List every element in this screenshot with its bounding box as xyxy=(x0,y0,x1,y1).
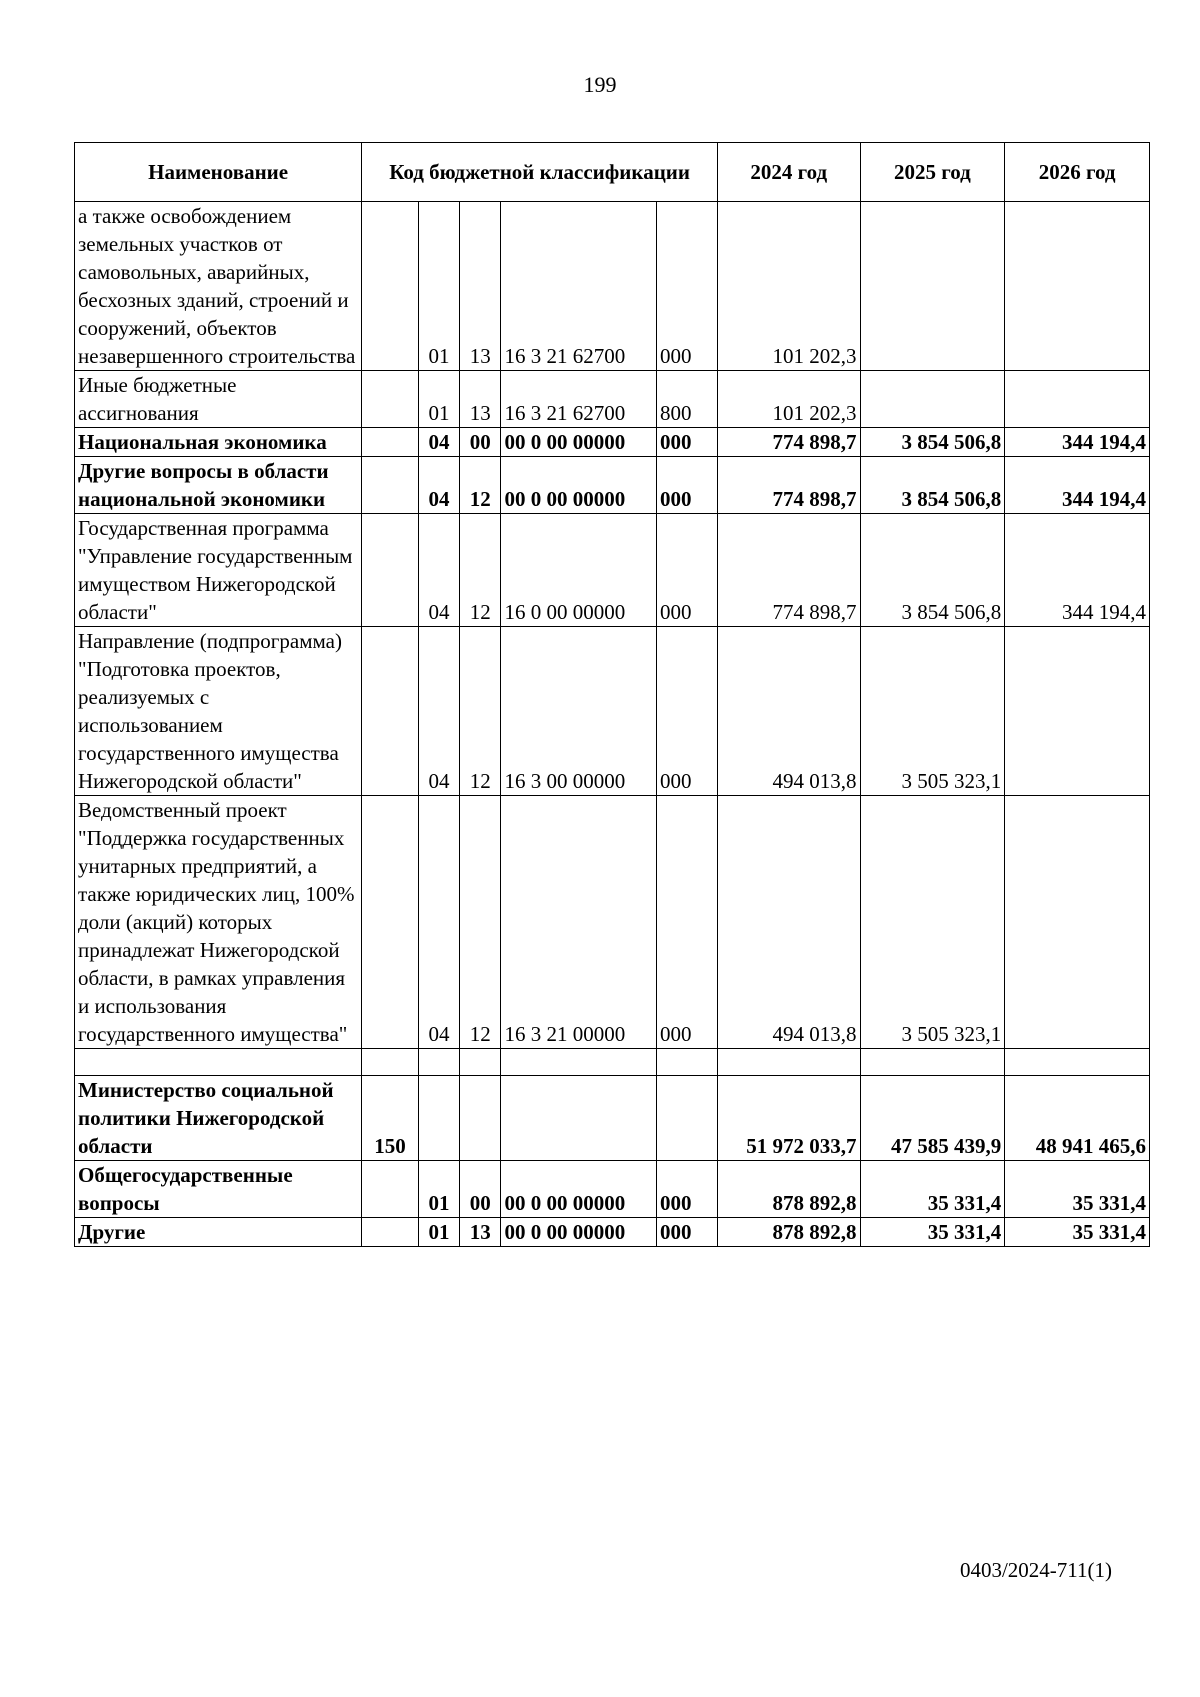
cell-target-article: 00 0 00 00000 xyxy=(501,428,657,457)
cell-subsection: 12 xyxy=(460,796,501,1049)
cell-2024: 774 898,7 xyxy=(718,514,861,627)
cell-ministry-code xyxy=(362,1218,419,1247)
cell-2026: 35 331,4 xyxy=(1005,1161,1150,1218)
page-number: 199 xyxy=(583,72,617,97)
header-2026: 2026 год xyxy=(1005,143,1150,202)
cell-2025: 3 854 506,8 xyxy=(860,514,1005,627)
cell-2025: 3 505 323,1 xyxy=(860,627,1005,796)
cell-2026: 48 941 465,6 xyxy=(1005,1076,1150,1161)
cell-expense-type: 000 xyxy=(657,1161,718,1218)
cell-section xyxy=(418,1076,459,1161)
header-code: Код бюджетной классификации xyxy=(362,143,718,202)
cell-name: Государственная программа "Управление государственным имуществом Нижегородской области" xyxy=(75,514,362,627)
cell-2025 xyxy=(860,202,1005,371)
cell-expense-type: 000 xyxy=(657,514,718,627)
cell-2026: 35 331,4 xyxy=(1005,1218,1150,1247)
cell-section: 01 xyxy=(418,1218,459,1247)
cell-2024: 101 202,3 xyxy=(718,202,861,371)
cell-2024: 494 013,8 xyxy=(718,627,861,796)
cell-section: 04 xyxy=(418,457,459,514)
cell-section: 04 xyxy=(418,627,459,796)
cell-subsection: 00 xyxy=(460,1161,501,1218)
cell-name xyxy=(75,1049,362,1076)
cell-ministry-code xyxy=(362,1049,419,1076)
cell-subsection: 13 xyxy=(460,371,501,428)
cell-name: Другие вопросы в области национальной экономики xyxy=(75,457,362,514)
cell-2026 xyxy=(1005,371,1150,428)
cell-ministry-code: 150 xyxy=(362,1076,419,1161)
cell-expense-type: 000 xyxy=(657,428,718,457)
cell-name: Направление (подпрограмма) "Подготовка проектов, реализуемых с использованием государственного имущества Нижегородской области" xyxy=(75,627,362,796)
cell-2026 xyxy=(1005,202,1150,371)
cell-2025 xyxy=(860,371,1005,428)
table-spacer-row xyxy=(75,1049,1150,1076)
cell-subsection: 12 xyxy=(460,457,501,514)
cell-subsection: 13 xyxy=(460,1218,501,1247)
cell-2026: 344 194,4 xyxy=(1005,428,1150,457)
cell-2024: 51 972 033,7 xyxy=(718,1076,861,1161)
cell-expense-type: 000 xyxy=(657,796,718,1049)
cell-target-article: 00 0 00 00000 xyxy=(501,457,657,514)
table-row xyxy=(75,514,1150,627)
cell-2025 xyxy=(860,1049,1005,1076)
cell-2025: 3 505 323,1 xyxy=(860,796,1005,1049)
cell-ministry-code xyxy=(362,627,419,796)
cell-ministry-code xyxy=(362,514,419,627)
cell-section xyxy=(418,1049,459,1076)
cell-name: Иные бюджетные ассигнования xyxy=(75,371,362,428)
cell-expense-type: 000 xyxy=(657,627,718,796)
cell-ministry-code xyxy=(362,371,419,428)
cell-expense-type xyxy=(657,1049,718,1076)
cell-2024 xyxy=(718,1049,861,1076)
cell-2025: 47 585 439,9 xyxy=(860,1076,1005,1161)
cell-name: а также освобождением земельных участков от самовольных, аварийных, бесхозных зданий, строений и сооружений, объектов незавершенного строительства xyxy=(75,202,362,371)
cell-name: Министерство социальной политики Нижегородской области xyxy=(75,1076,362,1161)
cell-expense-type: 000 xyxy=(657,1218,718,1247)
cell-ministry-code xyxy=(362,428,419,457)
cell-2024: 494 013,8 xyxy=(718,796,861,1049)
cell-target-article: 16 3 00 00000 xyxy=(501,627,657,796)
cell-target-article: 00 0 00 00000 xyxy=(501,1218,657,1247)
table-row xyxy=(75,202,1150,371)
cell-target-article: 16 3 21 62700 xyxy=(501,371,657,428)
cell-target-article xyxy=(501,1076,657,1161)
cell-2024: 878 892,8 xyxy=(718,1218,861,1247)
cell-subsection xyxy=(460,1076,501,1161)
cell-target-article: 16 3 21 00000 xyxy=(501,796,657,1049)
table-row xyxy=(75,371,1150,428)
cell-2025: 3 854 506,8 xyxy=(860,428,1005,457)
table-row xyxy=(75,796,1150,1049)
cell-2026 xyxy=(1005,627,1150,796)
header-name: Наименование xyxy=(75,143,362,202)
cell-2026: 344 194,4 xyxy=(1005,514,1150,627)
table-row xyxy=(75,1218,1150,1247)
cell-expense-type: 800 xyxy=(657,371,718,428)
table-row xyxy=(75,457,1150,514)
cell-section: 01 xyxy=(418,202,459,371)
cell-section: 04 xyxy=(418,514,459,627)
cell-name: Ведомственный проект "Поддержка государственных унитарных предприятий, а также юридических лиц, 100% доли (акций) которых принадлежат Нижегородской области, в рамках управления и использования государственного имущества" xyxy=(75,796,362,1049)
cell-subsection: 13 xyxy=(460,202,501,371)
cell-ministry-code xyxy=(362,202,419,371)
cell-name: Другие xyxy=(75,1218,362,1247)
cell-2025: 35 331,4 xyxy=(860,1218,1005,1247)
cell-expense-type xyxy=(657,1076,718,1161)
cell-2026: 344 194,4 xyxy=(1005,457,1150,514)
cell-ministry-code xyxy=(362,457,419,514)
table-body xyxy=(75,202,1150,1247)
cell-2025: 3 854 506,8 xyxy=(860,457,1005,514)
cell-2024: 774 898,7 xyxy=(718,428,861,457)
cell-section: 01 xyxy=(418,371,459,428)
cell-target-article: 16 3 21 62700 xyxy=(501,202,657,371)
cell-ministry-code xyxy=(362,796,419,1049)
cell-subsection: 00 xyxy=(460,428,501,457)
cell-target-article: 00 0 00 00000 xyxy=(501,1161,657,1218)
table-row xyxy=(75,1161,1150,1218)
cell-2024: 101 202,3 xyxy=(718,371,861,428)
cell-2026 xyxy=(1005,796,1150,1049)
cell-2025: 35 331,4 xyxy=(860,1161,1005,1218)
cell-section: 04 xyxy=(418,428,459,457)
cell-section: 04 xyxy=(418,796,459,1049)
cell-2026 xyxy=(1005,1049,1150,1076)
cell-expense-type: 000 xyxy=(657,457,718,514)
cell-subsection: 12 xyxy=(460,627,501,796)
cell-2024: 774 898,7 xyxy=(718,457,861,514)
cell-name: Национальная экономика xyxy=(75,428,362,457)
header-2024: 2024 год xyxy=(718,143,861,202)
budget-table xyxy=(74,142,1150,1247)
cell-subsection: 12 xyxy=(460,514,501,627)
document-id: 0403/2024-711(1) xyxy=(959,1558,1112,1582)
header-2025: 2025 год xyxy=(860,143,1005,202)
table-row xyxy=(75,1076,1150,1161)
table-row xyxy=(75,428,1150,457)
cell-2024: 878 892,8 xyxy=(718,1161,861,1218)
cell-target-article xyxy=(501,1049,657,1076)
cell-section: 01 xyxy=(418,1161,459,1218)
table-row xyxy=(75,627,1150,796)
cell-name: Общегосударственные вопросы xyxy=(75,1161,362,1218)
cell-subsection xyxy=(460,1049,501,1076)
cell-target-article: 16 0 00 00000 xyxy=(501,514,657,627)
cell-expense-type: 000 xyxy=(657,202,718,371)
cell-ministry-code xyxy=(362,1161,419,1218)
table-header-row xyxy=(75,143,1150,202)
